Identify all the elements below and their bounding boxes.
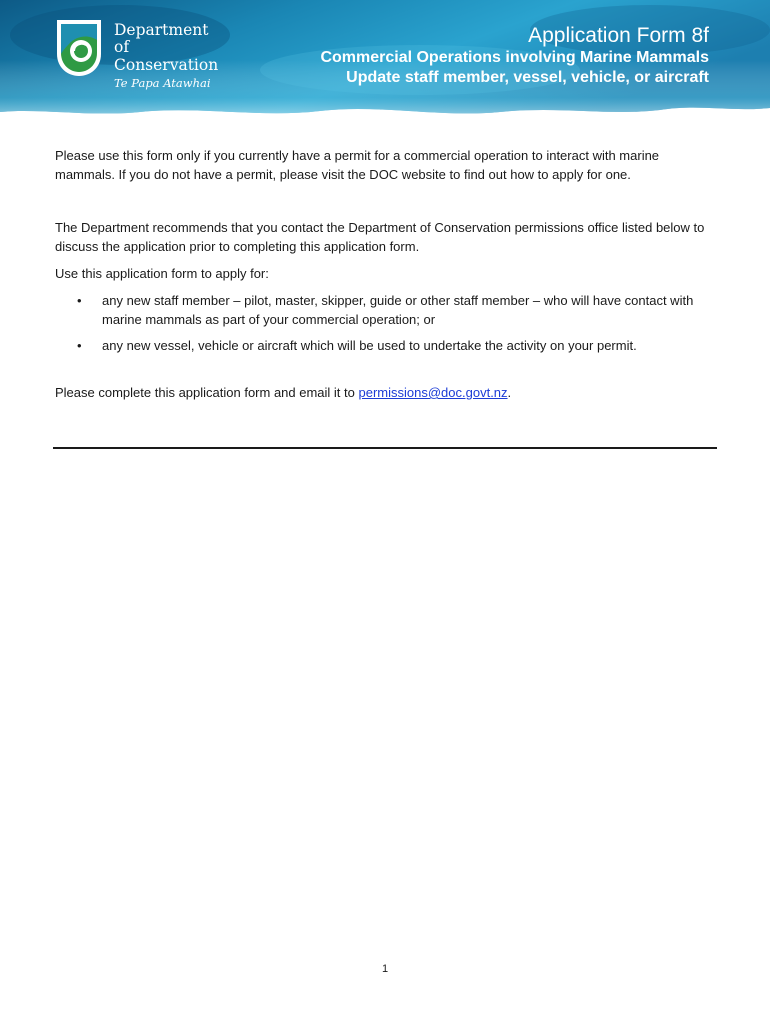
page-title: Application Form 8f: [528, 24, 709, 47]
list-item: [55, 336, 715, 355]
email-instruction-prefix: Please complete this application form and email it to: [55, 385, 359, 400]
list-item-text: any new staff member – pilot, master, skipper, guide or other staff member – who will have contact with marine mammals as part of your commercial operation; or: [102, 293, 694, 327]
recommendation-paragraph: The Department recommends that you contact the Department of Conservation permissions office listed below to discuss the application prior to completing this application form.: [55, 220, 705, 254]
apply-for-paragraph: Use this application form to apply for:: [55, 266, 269, 281]
doc-logo: [54, 18, 224, 90]
email-instruction-paragraph: [55, 383, 715, 402]
logo-conservation-text: Conservation: [114, 56, 219, 74]
form-subtitle-1: Commercial Operations involving Marine Mammals: [320, 49, 709, 66]
email-instruction-suffix: .: [507, 385, 512, 400]
list-item-text: any new vessel, vehicle or aircraft which will be used to undertake the activity on your permit.: [102, 338, 637, 353]
logo-department-text: Department of: [114, 21, 209, 56]
section-divider: [53, 447, 717, 449]
form-titles: [320, 23, 709, 88]
form-instructions: [55, 146, 715, 402]
bullet-icon: •: [77, 338, 82, 353]
apply-for-list: [55, 291, 715, 355]
doc-emblem-icon: [54, 18, 104, 78]
list-item: [55, 291, 715, 329]
permissions-email-link[interactable]: permissions@doc.govt.nz: [358, 385, 508, 400]
bullet-icon: •: [77, 293, 82, 308]
logo-maori-name-text: Te Papa Atawhai: [114, 76, 211, 90]
intro-paragraph: Please use this form only if you currently have a permit for a commercial operation to interact with marine mammals. If you do not have a permit, please visit the DOC website to find out how to apply for one.: [55, 148, 660, 182]
page-number: 1: [381, 963, 389, 975]
form-subtitle-2: Update staff member, vessel, vehicle, or aircraft: [346, 69, 709, 86]
header-banner: [0, 0, 770, 132]
